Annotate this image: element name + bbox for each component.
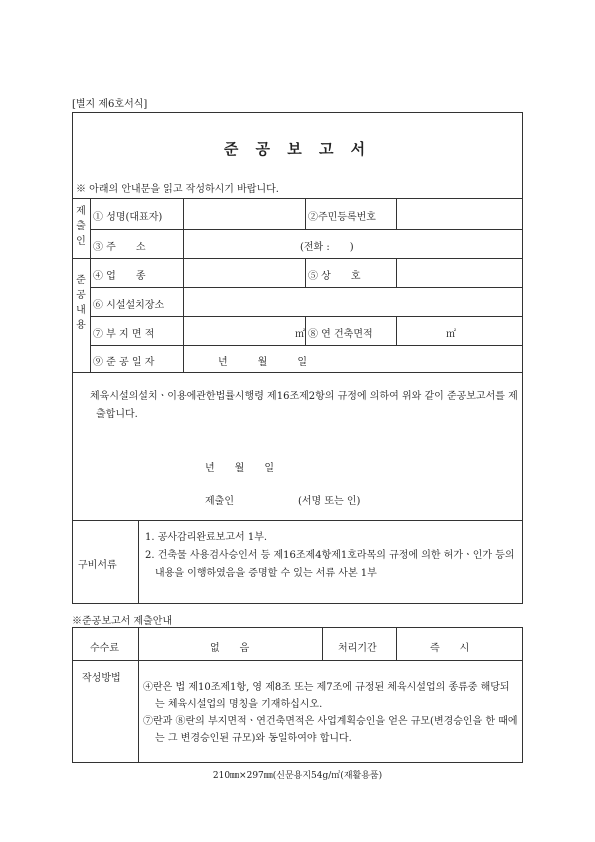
required-doc-item: 2. 건축물 사용검사승인서 등 제16조제4항제1호라목의 규정에 의한 허가ㆍ인가 등의 내용을 이행하였음을 증명할 수 있는 서류 사본 1부 [145,550,515,579]
group-divider-line [72,258,523,259]
mid-column-line [305,316,306,345]
row-line [90,345,523,346]
applicant-group-label: 제 출 인 [76,206,86,247]
name-label: ① 성명(대표자) [93,212,163,223]
row-line [90,316,523,317]
row-line [90,229,523,230]
method-list [143,679,518,747]
signature-label: (서명 또는 인) [298,496,361,507]
business-type-label: ④ 업 종 [93,271,146,282]
fee-value: 없 음 [210,643,250,654]
phone-label: (전화 : ) [300,242,354,253]
notice-text: ※ 아래의 안내문을 읽고 작성하시기 바랍니다. [76,184,279,195]
row-line [90,287,523,288]
mid-column-line [305,258,306,287]
guide-title: ※준공보고서 제출안내 [72,616,173,627]
mid-column-line [396,258,397,287]
mid-column-line [396,316,397,345]
completion-date-value: 년 월 일 [218,357,307,368]
table-top-line [72,198,523,199]
required-docs-list [145,529,520,583]
address-label: ③ 주 소 [93,242,146,253]
method-item: ④란은 법 제10조제1항, 영 제8조 또는 제7조에 규정된 체육시설업의 종류중 해당되는 체육시설업의 명칭을 기재하십시오. [143,682,510,710]
docs-top-line [72,520,523,521]
floor-area-unit: ㎡ [446,329,456,340]
declaration-statement: 체육시설의설치ㆍ이용에관한법률시행령 제16조제2항의 규정에 의하여 위와 같이 준공보고서를 제출합니다. [90,391,518,420]
docs-column-line [138,520,139,604]
guide-row-line [72,660,523,661]
mid-column-line [396,198,397,229]
table-bottom-line [72,372,523,373]
site-area-unit: ㎡ [295,329,305,340]
processing-period-label: 처리기간 [338,643,377,654]
group-column-line [90,198,91,372]
processing-period-value: 즉 시 [430,643,470,654]
page-title: 준 공 보 고 서 [223,140,372,158]
guide-column-line [322,627,323,660]
content-group-label: 준 공 내 용 [76,275,86,331]
method-label: 작성방법 [82,673,121,684]
floor-area-label: ⑧ 연 건축면적 [308,329,373,340]
label-column-line [183,198,184,372]
form-number-label: [별지 제6호서식] [72,99,148,110]
mid-column-line [305,198,306,229]
required-doc-item: 1. 공사감리완료보고서 1부. [145,532,268,543]
method-item: ⑦란과 ⑧란의 부지면적ㆍ연건축면적은 사업계획승인을 얻은 규모(변경승인을 한 때에는 그 변경승인된 규모)와 동일하여야 합니다. [143,716,518,744]
guide-column-line [396,627,397,660]
facility-location-label: ⑥ 시설설치장소 [93,300,165,311]
required-docs-label: 구비서류 [78,560,117,571]
fee-label: 수수료 [90,643,119,654]
guide-column-line [138,627,139,763]
submission-date: 년 월 일 [205,463,274,474]
trade-name-label: ⑤ 상 호 [308,271,361,282]
site-area-label: ⑦ 부 지 면 적 [93,329,155,340]
id-number-label: ②주민등록번호 [308,212,376,223]
completion-date-label: ⑨ 준 공 일 자 [93,357,155,368]
paper-spec-footer: 210㎜×297㎜(신문용지54g/㎡(재활용품) [212,771,383,781]
submitter-label: 제출인 [205,496,234,507]
